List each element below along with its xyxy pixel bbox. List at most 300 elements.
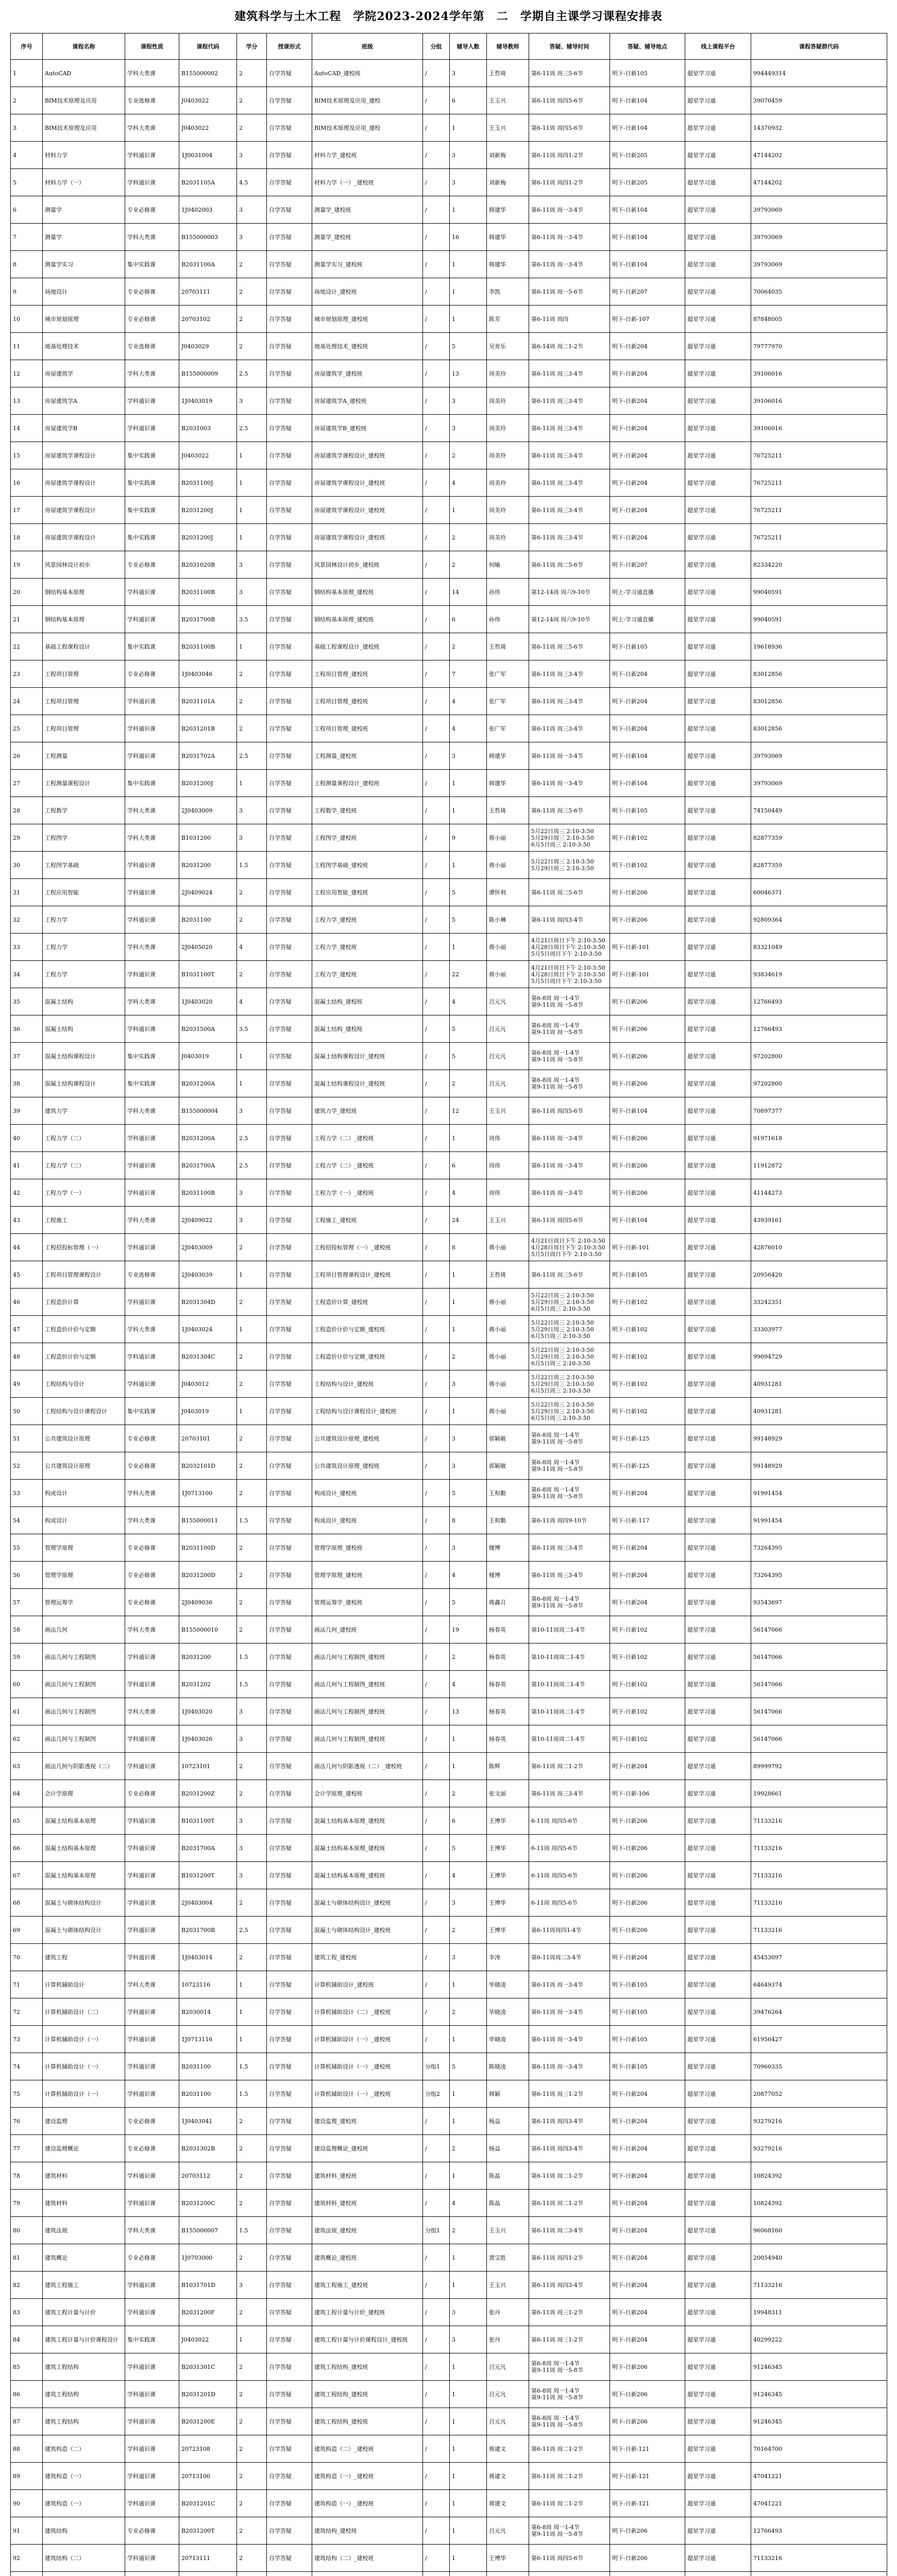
cell-qa-group-code: 42876010 [751, 1234, 887, 1261]
cell-tutor: 周美玲 [487, 497, 529, 524]
cell-student-count: 1 [450, 1753, 487, 1780]
cell-group: / [423, 1097, 450, 1125]
cell-course-type: 学科大类课 [125, 1097, 179, 1125]
cell-seq: 1 [11, 60, 43, 87]
cell-seq: 22 [11, 633, 43, 660]
table-row [11, 1971, 887, 1998]
cell-course-name: 工程应用智能 [43, 879, 125, 906]
cell-teaching-mode: 自学答疑 [267, 1125, 312, 1152]
cell-teaching-mode: 自学答疑 [267, 2326, 312, 2353]
cell-qa-location: 明下-日新204 [610, 1589, 685, 1616]
cell-qa-location: 明下-日新-107 [610, 306, 685, 333]
cell-course-name: 工程结构与设计课程设计 [43, 1398, 125, 1425]
cell-course-name: 计算机辅助设计（一） [43, 2053, 125, 2080]
cell-course-name: 管理运筹学 [43, 1589, 125, 1616]
cell-qa-location: 明下-日新-117 [610, 1507, 685, 1534]
cell-group: / [423, 1998, 450, 2026]
cell-course-name: 钢结构基本原理 [43, 579, 125, 606]
cell-online-platform: 超星学习通 [685, 2190, 751, 2217]
cell-tutor: 王博华 [487, 1889, 529, 1917]
cell-credit: 2 [237, 2135, 267, 2162]
cell-course-type: 学科大类课 [125, 1316, 179, 1343]
cell-seq: 69 [11, 1917, 43, 1944]
cell-teaching-mode: 自学答疑 [267, 224, 312, 251]
cell-qa-time: 第6-11周 周四5-6节 [529, 87, 610, 114]
cell-online-platform: 超星学习通 [685, 660, 751, 688]
cell-course-code: B2031201D [179, 2381, 237, 2408]
table-row [11, 1370, 887, 1398]
cell-course-code: 20713106 [179, 2463, 237, 2490]
cell-course-name: 工程力学（二） [43, 1152, 125, 1179]
cell-course-name: 建筑工程结构 [43, 2408, 125, 2435]
table-row [11, 633, 887, 660]
cell-class: 地基处理技术_建校班 [312, 333, 423, 360]
cell-credit: 1 [237, 2026, 267, 2053]
cell-credit: 4 [237, 934, 267, 961]
cell-credit: 2 [237, 879, 267, 906]
cell-course-name: 计算机辅助设计（二） [43, 1998, 125, 2026]
cell-student-count: 5 [450, 1480, 487, 1507]
cell-qa-time: 第6-8周 周一1-4节 第9-11周 周一5-8节 [529, 1452, 610, 1480]
cell-student-count: 1 [450, 1289, 487, 1316]
cell-teaching-mode: 自学答疑 [267, 497, 312, 524]
cell-qa-time: 4月21日周日下午 2:10-3:50 4月28日周日下午 2:10-3:50 5月5日周日下午 2:10-3:50 [529, 1234, 610, 1261]
cell-course-name: 测量学实习 [43, 251, 125, 278]
cell-qa-group-code: 47144202 [751, 169, 887, 196]
cell-student-count: 1 [450, 1125, 487, 1152]
cell-qa-location: 明下-日新204 [610, 524, 685, 551]
cell-teaching-mode: 自学答疑 [267, 2490, 312, 2517]
cell-course-type: 学科通识课 [125, 142, 179, 169]
cell-group: / [423, 2435, 450, 2463]
cell-seq: 86 [11, 2381, 43, 2408]
cell-tutor: 张丹 [487, 2326, 529, 2353]
cell-teaching-mode: 自学答疑 [267, 906, 312, 934]
table-row [11, 2135, 887, 2162]
cell-credit: 3 [237, 142, 267, 169]
cell-course-type: 专业必修课 [125, 196, 179, 224]
table-row [11, 142, 887, 169]
cell-class: 工程图学基础_建校班 [312, 852, 423, 879]
cell-online-platform: 超星学习通 [685, 824, 751, 852]
cell-credit: 3 [237, 1807, 267, 1835]
cell-class: 房屋建筑学课程设计_建校班 [312, 524, 423, 551]
cell-course-code: B2031200T [179, 2517, 237, 2545]
cell-course-name: 建筑结构（二） [43, 2545, 125, 2572]
cell-course-type: 学科通识课 [125, 1998, 179, 2026]
cell-course-code: 2J0405020 [179, 934, 237, 961]
cell-credit: 2 [237, 2162, 267, 2190]
cell-online-platform: 超星学习通 [685, 1807, 751, 1835]
cell-class: 房屋建筑学A_建校班 [312, 387, 423, 415]
cell-group: / [423, 2463, 450, 2490]
cell-course-name: 建筑力学 [43, 1097, 125, 1125]
cell-group: / [423, 879, 450, 906]
cell-course-code: B2031702A [179, 742, 237, 770]
cell-qa-group-code: 39793069 [751, 770, 887, 797]
cell-class: 城市规划原理_建校班 [312, 306, 423, 333]
table-row [11, 770, 887, 797]
cell-qa-location: 明下-日新-101 [610, 1234, 685, 1261]
cell-credit: 2 [237, 2108, 267, 2135]
cell-group: / [423, 2026, 450, 2053]
cell-credit: 1 [237, 1998, 267, 2026]
cell-group: / [423, 1070, 450, 1097]
cell-student-count: 2 [450, 1780, 487, 1807]
table-row [11, 1725, 887, 1753]
table-row [11, 906, 887, 934]
cell-qa-location: 明下-日新207 [610, 551, 685, 579]
cell-course-code: B2031200A [179, 1070, 237, 1097]
cell-course-name: 建筑概论 [43, 2244, 125, 2272]
cell-credit: 2 [237, 306, 267, 333]
cell-credit: 3 [237, 1725, 267, 1753]
cell-teaching-mode: 自学答疑 [267, 1015, 312, 1043]
cell-group [423, 2572, 450, 2576]
cell-qa-location: 明下-日新206 [610, 2545, 685, 2572]
cell-qa-time: 5月22日周三 2:10-3:50 5月29日周三 2:10-3:50 6月5日周三 2:10-3:50 [529, 1398, 610, 1425]
table-row [11, 524, 887, 551]
cell-student-count: 3 [450, 1370, 487, 1398]
cell-course-code: J0403029 [179, 333, 237, 360]
cell-qa-group-code: 71133216 [751, 2545, 887, 2572]
cell-qa-location: 明下-日新206 [610, 988, 685, 1015]
cell-course-name: 管理学原理 [43, 1534, 125, 1562]
cell-qa-time: 第12-14周 周六9-10节 [529, 579, 610, 606]
cell-class: 计算机辅助设计（二）_建校班 [312, 1998, 423, 2026]
table-row [11, 551, 887, 579]
cell-class: 计算机辅助设计（一）_建校班 [312, 2080, 423, 2108]
cell-course-code: B155000010 [179, 1616, 237, 1643]
cell-qa-location: 明下-日新-125 [610, 1452, 685, 1480]
cell-tutor: 王博华 [487, 1807, 529, 1835]
cell-seq: 74 [11, 2053, 43, 2080]
cell-teaching-mode: 自学答疑 [267, 988, 312, 1015]
table-row [11, 1944, 887, 1971]
cell-seq: 64 [11, 1780, 43, 1807]
cell-course-code: 1J0403026 [179, 1725, 237, 1753]
cell-seq: 88 [11, 2435, 43, 2463]
cell-student-count: 1 [450, 497, 487, 524]
cell-class: 会计学原理_建校班 [312, 1780, 423, 1807]
cell-online-platform: 超星学习通 [685, 360, 751, 387]
table-row [11, 2080, 887, 2108]
cell-course-code: B2031301C [179, 2353, 237, 2381]
cell-tutor: 王博华 [487, 1835, 529, 1862]
cell-group: / [423, 1753, 450, 1780]
cell-qa-location: 明下-日新204 [610, 2190, 685, 2217]
cell-teaching-mode: 自学答疑 [267, 1562, 312, 1589]
cell-class: 混凝土结构课程设计_建校班 [312, 1043, 423, 1070]
table-row [11, 1125, 887, 1152]
cell-qa-time: 第6-11周 周一3-4节 [529, 224, 610, 251]
cell-online-platform: 超星学习通 [685, 715, 751, 742]
cell-student-count: 1 [450, 2381, 487, 2408]
cell-qa-time: 第6-11周 周二3-4节 [529, 2217, 610, 2244]
cell-qa-time: 第6-11周 周三3-4节 [529, 442, 610, 469]
cell-credit: 2 [237, 1562, 267, 1589]
cell-class: 构成设计_建校班 [312, 1507, 423, 1534]
cell-student-count: 5 [450, 1015, 487, 1043]
cell-course-code: 2J0403004 [179, 1889, 237, 1917]
cell-course-code: 1J0031004 [179, 142, 237, 169]
cell-qa-time: 第6-11周 周四3-4节 [529, 906, 610, 934]
cell-class: 风景园林设计初步_建校班 [312, 551, 423, 579]
cell-credit: 2 [237, 1370, 267, 1398]
cell-tutor: 韩建华 [487, 196, 529, 224]
cell-course-type: 学科通识课 [125, 1753, 179, 1780]
cell-student-count: 3 [450, 142, 487, 169]
cell-teaching-mode: 自学答疑 [267, 60, 312, 87]
cell-qa-location: 明下-日新206 [610, 1835, 685, 1862]
cell-seq: 32 [11, 906, 43, 934]
cell-tutor: 李凯 [487, 278, 529, 306]
cell-teaching-mode: 自学答疑 [267, 742, 312, 770]
cell-student-count: 5 [450, 333, 487, 360]
cell-tutor: 王玉兴 [487, 2272, 529, 2299]
cell-teaching-mode: 自学答疑 [267, 415, 312, 442]
cell-group: / [423, 387, 450, 415]
cell-course-name: 画法几何与工程制图 [43, 1725, 125, 1753]
table-row [11, 2435, 887, 2463]
cell-online-platform: 超星学习通 [685, 2435, 751, 2463]
cell-course-type [125, 2572, 179, 2576]
cell-qa-location: 明上-学习通直播 [610, 606, 685, 633]
cell-qa-group-code: 40931281 [751, 1398, 887, 1425]
cell-group: / [423, 1234, 450, 1261]
cell-student-count: 4 [450, 688, 487, 715]
cell-qa-group-code: 91991454 [751, 1480, 887, 1507]
cell-tutor: 楼博 [487, 1562, 529, 1589]
cell-online-platform: 超星学习通 [685, 688, 751, 715]
cell-qa-time: 6-11周 周四5-6节 [529, 1835, 610, 1862]
cell-group: / [423, 1452, 450, 1480]
cell-qa-group-code: 71133216 [751, 1807, 887, 1835]
cell-class: 房屋建筑学B_建校班 [312, 415, 423, 442]
cell-qa-location: 明下-日新102 [610, 1671, 685, 1698]
cell-course-name: 会计学原理 [43, 1780, 125, 1807]
cell-tutor: 王玉兴 [487, 1097, 529, 1125]
cell-tutor: 张广军 [487, 688, 529, 715]
cell-student-count: 2 [450, 1643, 487, 1671]
cell-qa-time: 第6-8周 周一1-4节 第9-11周 周一5-8节 [529, 988, 610, 1015]
cell-student-count: 9 [450, 824, 487, 852]
cell-course-code: B2031200J [179, 524, 237, 551]
cell-student-count: 4 [450, 1671, 487, 1698]
cell-course-code: 1J0713116 [179, 2026, 237, 2053]
cell-course-code: B155000009 [179, 360, 237, 387]
cell-credit: 1.5 [237, 2053, 267, 2080]
cell-qa-location: 明下-日新104 [610, 114, 685, 142]
cell-teaching-mode: 自学答疑 [267, 1480, 312, 1507]
table-row [11, 2490, 887, 2517]
cell-course-code: B1031200T [179, 1862, 237, 1889]
cell-seq: 89 [11, 2463, 43, 2490]
cell-course-type: 专业必修课 [125, 2108, 179, 2135]
cell-group: / [423, 1643, 450, 1671]
cell-qa-group-code: 12766493 [751, 1015, 887, 1043]
cell-qa-time: 第6-11周 周四3-4节 [529, 2272, 610, 2299]
cell-course-name: 工程测量课程设计 [43, 770, 125, 797]
cell-qa-time: 第6-11周 周四5-6节 [529, 2545, 610, 2572]
cell-seq: 16 [11, 469, 43, 497]
cell-tutor: 毕晓凌 [487, 1971, 529, 1998]
cell-class: 工程测量课程设计_建校班 [312, 770, 423, 797]
cell-seq: 29 [11, 824, 43, 852]
cell-group: / [423, 1807, 450, 1835]
cell-course-code: B2031100B [179, 579, 237, 606]
table-row [11, 1015, 887, 1043]
cell-group: / [423, 2135, 450, 2162]
cell-tutor: 孙伟 [487, 606, 529, 633]
cell-class: 公共建筑设计原理_建校班 [312, 1452, 423, 1480]
cell-qa-group-code: 14370932 [751, 114, 887, 142]
cell-teaching-mode: 自学答疑 [267, 2408, 312, 2435]
cell-credit: 2 [237, 906, 267, 934]
cell-teaching-mode: 自学答疑 [267, 1152, 312, 1179]
cell-tutor: 蒋小丽 [487, 1398, 529, 1425]
cell-seq: 53 [11, 1480, 43, 1507]
cell-qa-time: 第6-11周 周三5-6节 [529, 60, 610, 87]
cell-tutor: 蒋建文 [487, 2463, 529, 2490]
cell-course-name: 工程力学（二） [43, 1125, 125, 1152]
cell-seq: 70 [11, 1944, 43, 1971]
cell-group: / [423, 1125, 450, 1152]
table-row [11, 306, 887, 333]
cell-course-type: 学科通识课 [125, 2463, 179, 2490]
cell-course-type: 学科大类课 [125, 934, 179, 961]
cell-course-name: 混凝土结构 [43, 1015, 125, 1043]
cell-seq: 55 [11, 1534, 43, 1562]
cell-student-count: 4 [450, 2190, 487, 2217]
cell-group: / [423, 2272, 450, 2299]
cell-credit: 2 [237, 961, 267, 988]
cell-course-code: B2031200J [179, 497, 237, 524]
cell-class: 工程项目管理_建校班 [312, 715, 423, 742]
cell-course-code: B155000002 [179, 60, 237, 87]
cell-online-platform: 超星学习通 [685, 415, 751, 442]
cell-student-count: 1 [450, 1398, 487, 1425]
table-header-row [11, 33, 887, 60]
cell-qa-group-code: 10824392 [751, 2162, 887, 2190]
cell-credit: 2 [237, 60, 267, 87]
cell-student-count: 5 [450, 1589, 487, 1616]
cell-course-type: 专业必修课 [125, 306, 179, 333]
cell-qa-time: 第6-11周 周二1-2节 [529, 2190, 610, 2217]
cell-course-name: 建筑构造（一） [43, 2490, 125, 2517]
cell-class: 测量学实习_建校班 [312, 251, 423, 278]
cell-course-type: 学科通识课 [125, 2545, 179, 2572]
cell-qa-location: 明下-日新102 [610, 1398, 685, 1425]
table-row [11, 2517, 887, 2545]
cell-credit: 2 [237, 2517, 267, 2545]
cell-tutor: 陈辉 [487, 1753, 529, 1780]
cell-seq: 83 [11, 2299, 43, 2326]
cell-course-code: B2031100B [179, 633, 237, 660]
cell-student-count: 1 [450, 2408, 487, 2435]
cell-online-platform: 超星学习通 [685, 1370, 751, 1398]
header-credit: 学分 [237, 33, 267, 60]
cell-student-count: 5 [450, 879, 487, 906]
cell-qa-group-code: 89999792 [751, 1753, 887, 1780]
cell-course-name: 建筑结构 [43, 2517, 125, 2545]
cell-teaching-mode: 自学答疑 [267, 2217, 312, 2244]
cell-qa-time: 第6-8周 周一1-4节 第9-11周 周一5-8节 [529, 1070, 610, 1097]
cell-credit: 2.5 [237, 1917, 267, 1944]
cell-online-platform: 超星学习通 [685, 114, 751, 142]
cell-online-platform: 超星学习通 [685, 1343, 751, 1370]
cell-tutor: 贾宝胜 [487, 2244, 529, 2272]
table-row [11, 660, 887, 688]
table-row [11, 196, 887, 224]
cell-qa-group-code: 19618936 [751, 633, 887, 660]
cell-qa-location: 明下-日新205 [610, 169, 685, 196]
cell-class: 混凝土结构基本原理_建校班 [312, 1862, 423, 1889]
cell-credit: 2 [237, 1944, 267, 1971]
cell-qa-time: 第6-14周 周二1-2节 [529, 333, 610, 360]
table-row [11, 2026, 887, 2053]
cell-tutor: 韩建华 [487, 251, 529, 278]
cell-group: / [423, 2381, 450, 2408]
cell-seq: 56 [11, 1562, 43, 1589]
cell-qa-location [610, 2572, 685, 2576]
cell-student-count: 22 [450, 961, 487, 988]
table-row [11, 1261, 887, 1289]
cell-credit: 2 [237, 1289, 267, 1316]
cell-online-platform: 超星学习通 [685, 2381, 751, 2408]
cell-qa-time: 第10-11周周二1-4节 [529, 1643, 610, 1671]
cell-group: / [423, 2545, 450, 2572]
cell-seq: 15 [11, 442, 43, 469]
cell-qa-group-code: 79777970 [751, 333, 887, 360]
cell-course-type: 学科通识课 [125, 2408, 179, 2435]
cell-course-type: 集中实践课 [125, 524, 179, 551]
cell-course-type: 专业必修课 [125, 1589, 179, 1616]
cell-credit [237, 2572, 267, 2576]
cell-teaching-mode: 自学答疑 [267, 2272, 312, 2299]
table-row [11, 1152, 887, 1179]
cell-credit: 1.5 [237, 2217, 267, 2244]
cell-course-type: 学科通识课 [125, 2053, 179, 2080]
cell-student-count: 8 [450, 1507, 487, 1534]
cell-group: / [423, 1589, 450, 1616]
cell-qa-group-code: 45453097 [751, 1944, 887, 1971]
cell-online-platform: 超星学习通 [685, 1889, 751, 1917]
cell-qa-group-code: 39793069 [751, 742, 887, 770]
cell-online-platform: 超星学习通 [685, 169, 751, 196]
cell-course-type: 学科大类课 [125, 224, 179, 251]
cell-class: 建筑工程_建校班 [312, 1944, 423, 1971]
cell-online-platform: 超星学习通 [685, 906, 751, 934]
cell-qa-group-code: 76725211 [751, 469, 887, 497]
cell-seq: 23 [11, 660, 43, 688]
cell-teaching-mode: 自学答疑 [267, 169, 312, 196]
cell-teaching-mode: 自学答疑 [267, 2517, 312, 2545]
cell-tutor: 吕元凡 [487, 2381, 529, 2408]
cell-course-type: 专业必修课 [125, 2244, 179, 2272]
cell-qa-time: 第6-11周 周三3-4节 [529, 1562, 610, 1589]
cell-class: 工程力学_建校班 [312, 961, 423, 988]
cell-qa-time: 第6-11周 周二1-2节 [529, 2435, 610, 2463]
cell-tutor: 郭颖敏 [487, 1452, 529, 1480]
table-row [11, 1753, 887, 1780]
cell-teaching-mode: 自学答疑 [267, 1343, 312, 1370]
cell-group: / [423, 906, 450, 934]
cell-course-name: 工程项目管理 [43, 660, 125, 688]
cell-course-name: 混凝土结构课程设计 [43, 1070, 125, 1097]
cell-credit: 3.5 [237, 606, 267, 633]
cell-class: 建筑材料_建校班 [312, 2190, 423, 2217]
